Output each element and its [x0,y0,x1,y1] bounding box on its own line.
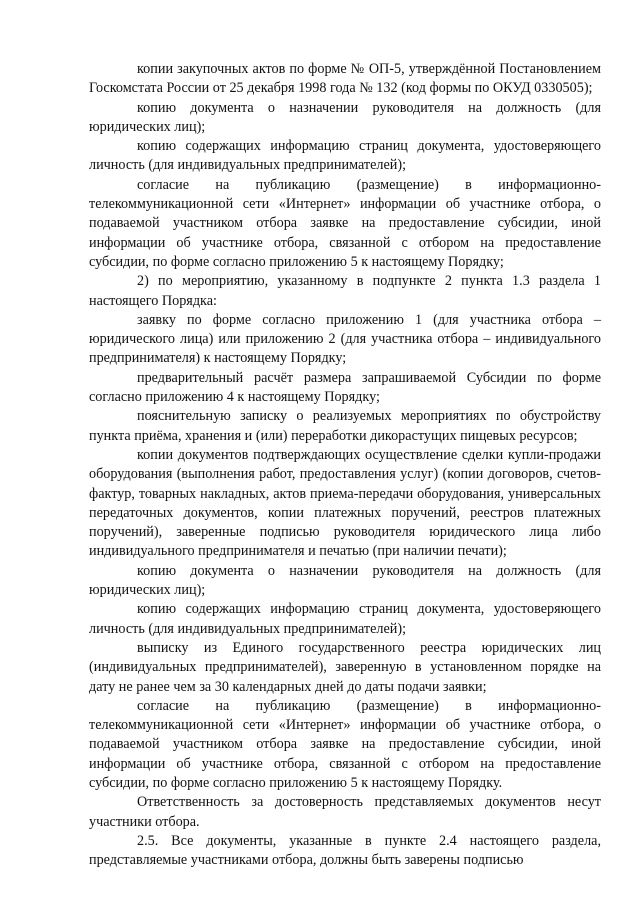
paragraph-explanatory-note: пояснительную записку о реализуемых мероприятиях по обустройству пункта приёма, хранения и (или) переработки дикорастущих пищевых ресурсов; [89,408,601,444]
paragraph-subsidy-calculation: предварительный расчёт размера запрашиваемой Субсидии по форме согласно приложению 4 к настоящему Порядку; [89,369,601,406]
paragraph-director-appointment-copy: копию документа о назначении руководителя на должность (для юридических лиц); [89,99,601,135]
document-body [89,60,601,870]
paragraph-purchase-acts-copies: копии закупочных актов по форме № ОП-5, утверждённой Постановлением Госкомстата России от 25 декабря 1998 года № 132 (код формы по ОКУД 0330505); [89,61,601,97]
paragraph-director-appointment-copy-2: копию документа о назначении руководителя на должность (для юридических лиц); [89,562,601,599]
paragraph-transaction-documents: копии документов подтверждающих осуществление сделки купли-продажи оборудования (выполнения работ, предоставления услуг) (копии договоров, счетов-фактур, товарных накладных, актов приема-передачи оборудования, универсальных передаточных документов, копии платежных поручений, реестров платежных поручений), заверенные подписью руководителя юридического лица либо индивидуального предпринимателя и печатью (при наличии печати); [89,446,601,560]
paragraph-activity-2-heading: 2) по мероприятию, указанному в подпункте 2 пункта 1.3 раздела 1 настоящего Порядка: [89,273,601,309]
paragraph-publication-consent: согласие на публикацию (размещение) в информационно-телекоммуникационной сети «Интернет» информации об участнике отбора, о подаваемой участником отбора заявке на предоставление субсидии, иной информации об участнике отбора, связанной с отбором на предоставление субсидии, по форме согласно приложению 5 к настоящему Порядку; [89,176,601,270]
paragraph-identity-document-copy-2: копию содержащих информацию страниц документа, удостоверяющего личность (для индивидуальных предпринимателей); [89,601,601,637]
paragraph-identity-document-copy: копию содержащих информацию страниц документа, удостоверяющего личность (для индивидуальных предпринимателей); [89,138,601,174]
paragraph-publication-consent-2: согласие на публикацию (размещение) в информационно-телекоммуникационной сети «Интернет» информации об участнике отбора, о подаваемой участником отбора заявке на предоставление субсидии, иной информации об участнике отбора, связанной с отбором на предоставление субсидии, по форме согласно приложению 5 к настоящему Порядку. [89,697,601,791]
paragraph-application-form: заявку по форме согласно приложению 1 (для участника отбора – юридического лица) или приложению 2 (для участника отбора – индивидуального предпринимателя) к настоящему Порядку; [89,311,601,367]
paragraph-registry-extract: выписку из Единого государственного реестра юридических лиц (индивидуальных предпринимателей), заверенную в установленном порядке на дату не ранее чем за 30 календарных дней до даты подачи заявки; [89,639,601,695]
paragraph-section-2-5: 2.5. Все документы, указанные в пункте 2.4 настоящего раздела, представляемые участниками отбора, должны быть заверены подписью [89,832,601,869]
paragraph-responsibility: Ответственность за достоверность представляемых документов несут участники отбора. [89,794,601,830]
